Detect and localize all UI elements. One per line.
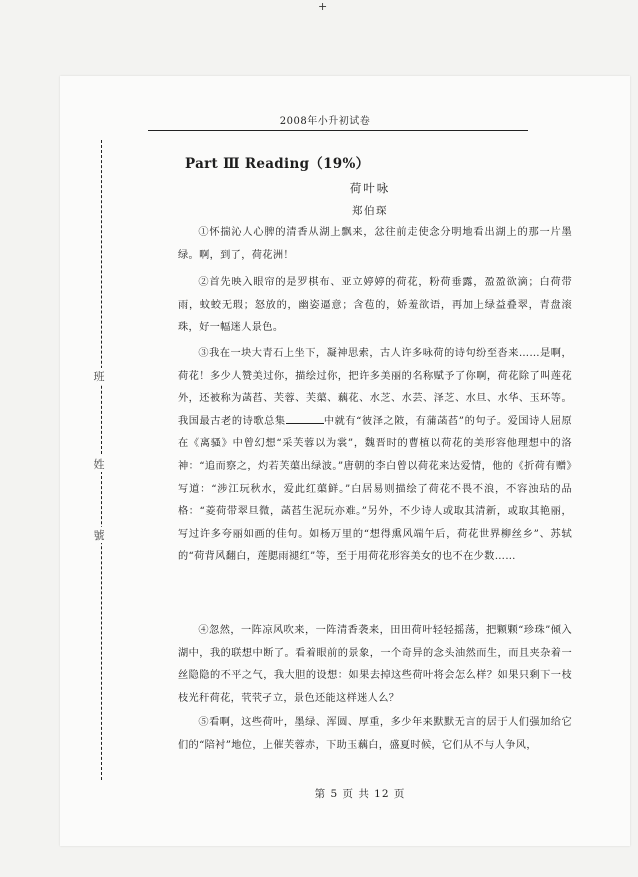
paragraph-3-part-b: 中就有“彼泽之陂，有蒲菡萏”的句子。爱国诗人屈原在《离骚》中曾幻想“采芙蓉以为裳”，魏晋时的曹植以荷花的美形容他理想中的洛神：“追而察之，灼若芙蕖出绿波。”唐朝的李白曾以荷花来达爱情，他的《折荷有赠》写道：“涉江玩秋水，爱此红蕖鲜。”白居易则描绘了荷花不畏不浪，不容浊玷的品格：“菱荷带翠旦微，菡萏生泥玩亦难。”另外，不少诗人或取其清新，或取其艳丽，写过许多夸丽如画的佳句。如杨万里的“想得熏风端午后，荷花世界柳丝乡”、苏轼的“荷背风翻白，莲腮雨褪红”等，至于用荷花形容美女的也不在少数…… bbox=[178, 415, 572, 563]
paragraph-3 bbox=[178, 343, 572, 569]
exam-header-title: 2008年小升初试卷 bbox=[279, 116, 371, 127]
fill-in-blank[interactable] bbox=[286, 415, 324, 424]
binding-label-class: 班 bbox=[88, 368, 110, 384]
binding-label-number: 號 bbox=[88, 527, 110, 543]
poem-author: 郑伯琛 bbox=[352, 205, 388, 217]
paragraph-5: ⑤看啊，这些荷叶，墨绿、浑圆、厚重，多少年来默默无言的居于人们强加给它们的“陪衬”地位，上催芙蓉赤，下助玉藕白，盛夏时候，它们从不与人争风， bbox=[178, 717, 572, 751]
header-rule bbox=[148, 130, 528, 131]
paragraph-1: ①怀揣沁人心脾的清香从湖上飘来，忿往前走使念分明地看出湖上的那一片墨绿。啊，到了，荷花洲！ bbox=[178, 227, 572, 261]
page-footer: 第 5 页 共 12 页 bbox=[314, 788, 406, 800]
binding-label-name: 姓 bbox=[88, 456, 110, 472]
paragraph-3-part-a: ③我在一块大青石上坐下，凝神思索，古人许多咏荷的诗句纷至沓来……是啊，荷花！多少人赞美过你，描绘过你，把许多美丽的名称赋予了你啊，荷花除了叫莲花外，还被称为菡萏、芙蓉、芙蕖、藕花、水芝、水芸、泽芝、水旦、水华、玉环等。我国最古老的诗歌总集 bbox=[178, 348, 572, 427]
paragraph-2: ②首先映入眼帘的是罗棋布、亚立婷婷的荷花，粉荷垂露，盈盈欲滴；白荷带雨，蚊蛟无瑕；怒放的，幽姿逼意；含苞的，娇羞欲语，再加上绿益叠翠，青盘滚珠，好一幅迷人景色。 bbox=[178, 277, 572, 334]
paragraph-4: ④忽然，一阵凉风吹来，一阵清香袭来，田田荷叶轻轻摇荡，把颗颗“珍珠”倾入湖中，我的联想中断了。看着眼前的景象，一个奇异的念头油然而生，而且夹杂着一丝隐隐的不平之气，我大胆的设想：如果去掉这些荷叶将会怎么样？如果只剩下一枝枝光秆荷花，茕茕孑立，景色还能这样迷人么？ bbox=[178, 625, 572, 704]
poem-title: 荷叶咏 bbox=[349, 181, 391, 195]
top-mark: + bbox=[318, 0, 328, 13]
part-title: Part Ⅲ Reading（19%） bbox=[185, 156, 370, 172]
